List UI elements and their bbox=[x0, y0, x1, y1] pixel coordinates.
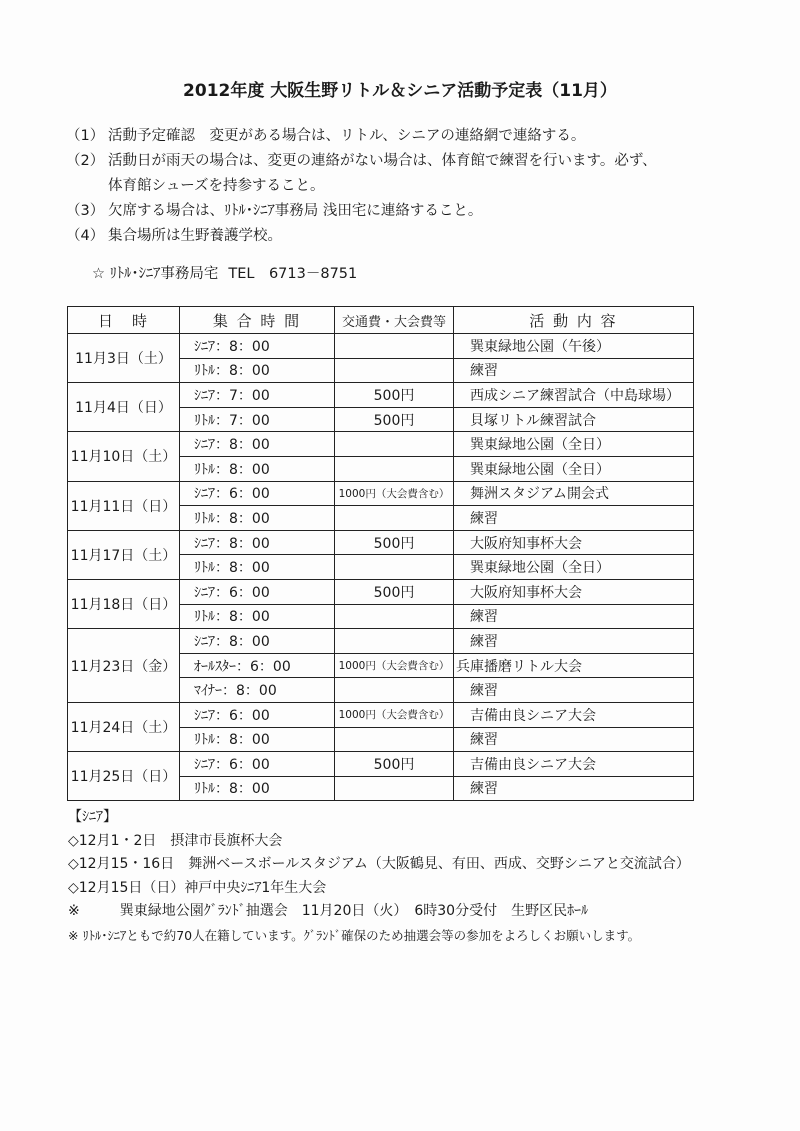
cell-fee bbox=[335, 727, 454, 752]
cell-activity: 貝塚リトル練習試合 bbox=[454, 407, 694, 432]
cell-time: ｵｰﾙｽﾀｰ：6：00 bbox=[180, 653, 335, 678]
note-text: 集合場所は生野養護学校。 bbox=[108, 228, 282, 244]
cell-activity: 練習 bbox=[454, 604, 694, 629]
cell-time: ｼﾆｱ：6：00 bbox=[180, 702, 335, 727]
cell-activity: 練習 bbox=[454, 629, 694, 654]
cell-activity: 大阪府知事杯大会 bbox=[454, 579, 694, 604]
table-row bbox=[68, 702, 694, 727]
cell-activity: 巽東緑地公園（午後） bbox=[454, 334, 694, 359]
footer bbox=[68, 806, 690, 947]
cell-fee bbox=[335, 456, 454, 481]
cell-activity: 巽東緑地公園（全日） bbox=[454, 456, 694, 481]
table-row bbox=[68, 530, 694, 555]
cell-time: ﾘﾄﾙ：8：00 bbox=[180, 776, 335, 801]
footer-event-line bbox=[68, 877, 690, 901]
cell-date: 11月11日（日） bbox=[68, 481, 180, 530]
cell-date: 11月25日（日） bbox=[68, 752, 180, 801]
event-date: ◇12月15日（日）神戸中央ｼﾆｱ1年生大会 bbox=[68, 879, 327, 896]
footer-event-line bbox=[68, 830, 690, 854]
contact-line bbox=[92, 262, 357, 283]
notes-list bbox=[66, 124, 746, 249]
schedule-body bbox=[68, 334, 694, 801]
cell-fee bbox=[335, 555, 454, 580]
note-number: （4） bbox=[66, 228, 105, 244]
cell-fee: 500円 bbox=[335, 752, 454, 777]
cell-date: 11月3日（土） bbox=[68, 334, 180, 383]
table-row bbox=[68, 481, 694, 506]
cell-date: 11月24日（土） bbox=[68, 702, 180, 751]
footer-event-line bbox=[68, 853, 690, 877]
contact-label: ☆ ﾘﾄﾙ･ｼﾆｱ事務局宅 bbox=[92, 266, 219, 282]
cell-activity: 練習 bbox=[454, 678, 694, 703]
note-text: 体育館シューズを持参すること。 bbox=[108, 178, 325, 194]
table-row bbox=[68, 752, 694, 777]
cell-fee bbox=[335, 604, 454, 629]
table-row bbox=[68, 629, 694, 654]
event-date: ◇12月15・16日 bbox=[68, 856, 175, 872]
header-date: 日 時 bbox=[68, 307, 180, 334]
cell-fee bbox=[335, 358, 454, 383]
cell-date: 11月18日（日） bbox=[68, 579, 180, 628]
cell-time: ﾘﾄﾙ：7：00 bbox=[180, 407, 335, 432]
cell-activity: 兵庫播磨リトル大会 bbox=[454, 653, 694, 678]
contact-tel: TEL 6713－8751 bbox=[228, 266, 358, 282]
cell-activity: 吉備由良シニア大会 bbox=[454, 752, 694, 777]
cell-date: 11月10日（土） bbox=[68, 432, 180, 481]
table-row bbox=[68, 579, 694, 604]
schedule-table bbox=[67, 306, 694, 801]
note-text: 欠席する場合は、ﾘﾄﾙ･ｼﾆｱ事務局 浅田宅に連絡すること。 bbox=[108, 203, 483, 219]
cell-fee: 1000円（大会費含む） bbox=[335, 702, 454, 727]
cell-fee bbox=[335, 629, 454, 654]
note-item bbox=[66, 174, 746, 199]
note-text: 活動日が雨天の場合は、変更の連絡がない場合は、体育館で練習を行います。必ず、 bbox=[108, 153, 657, 169]
lottery-text: 巽東緑地公園ｸﾞﾗﾝﾄﾞ抽選会 11月20日（火） 6時30分受付 生野区民ﾎｰﾙ bbox=[119, 903, 589, 919]
cell-time: ｼﾆｱ：8：00 bbox=[180, 432, 335, 457]
note-mark: ※ bbox=[68, 903, 80, 919]
table-row bbox=[68, 334, 694, 359]
cell-date: 11月23日（金） bbox=[68, 629, 180, 703]
cell-fee bbox=[335, 432, 454, 457]
note-number: （2） bbox=[66, 153, 105, 169]
cell-time: ﾘﾄﾙ：8：00 bbox=[180, 358, 335, 383]
note-item bbox=[66, 224, 746, 249]
event-date: ◇12月1・2日 bbox=[68, 832, 157, 849]
cell-fee: 500円 bbox=[335, 579, 454, 604]
footer-section-label: 【ｼﾆｱ】 bbox=[68, 809, 117, 825]
cell-time: ﾘﾄﾙ：8：00 bbox=[180, 604, 335, 629]
header-time: 集 合 時 間 bbox=[180, 307, 335, 334]
cell-activity: 舞洲スタジアム開会式 bbox=[454, 481, 694, 506]
cell-time: ﾘﾄﾙ：8：00 bbox=[180, 555, 335, 580]
cell-activity: 吉備由良シニア大会 bbox=[454, 702, 694, 727]
note-number: （3） bbox=[66, 203, 105, 219]
header-activity: 活 動 内 容 bbox=[454, 307, 694, 334]
cell-time: ｼﾆｱ：6：00 bbox=[180, 752, 335, 777]
cell-activity: 練習 bbox=[454, 506, 694, 531]
cell-time: ｼﾆｱ：8：00 bbox=[180, 334, 335, 359]
cell-activity: 練習 bbox=[454, 776, 694, 801]
note-item bbox=[66, 199, 746, 224]
footer-membership-line: ※ ﾘﾄﾙ･ｼﾆｱともで約70人在籍しています。ｸﾞﾗﾝﾄﾞ確保のため抽選会等の参加をよろしくお願いします。 bbox=[68, 927, 641, 943]
page-title: 2012年度 大阪生野リトル＆シニア活動予定表（11月） bbox=[183, 81, 617, 101]
cell-time: ｼﾆｱ：7：00 bbox=[180, 383, 335, 408]
cell-time: ｼﾆｱ：6：00 bbox=[180, 481, 335, 506]
footer-lottery-line bbox=[68, 900, 690, 924]
cell-activity: 巽東緑地公園（全日） bbox=[454, 432, 694, 457]
cell-date: 11月17日（土） bbox=[68, 530, 180, 579]
cell-activity: 練習 bbox=[454, 727, 694, 752]
event-name: 摂津市長旗杯大会 bbox=[170, 832, 283, 849]
cell-fee: 500円 bbox=[335, 383, 454, 408]
cell-fee: 1000円（大会費含む） bbox=[335, 653, 454, 678]
table-header-row bbox=[68, 307, 694, 334]
cell-time: ﾘﾄﾙ：8：00 bbox=[180, 506, 335, 531]
event-name: 舞洲ベースボールスタジアム（大阪鶴見、有田、西成、交野シニアと交流試合） bbox=[188, 856, 690, 872]
cell-activity: 巽東緑地公園（全日） bbox=[454, 555, 694, 580]
cell-activity: 大阪府知事杯大会 bbox=[454, 530, 694, 555]
table-row bbox=[68, 432, 694, 457]
note-item bbox=[66, 149, 746, 174]
cell-fee: 500円 bbox=[335, 530, 454, 555]
cell-time: ｼﾆｱ：8：00 bbox=[180, 530, 335, 555]
cell-fee bbox=[335, 678, 454, 703]
cell-time: ﾏｲﾅｰ：8：00 bbox=[180, 678, 335, 703]
header-fee: 交通費・大会費等 bbox=[335, 307, 454, 334]
note-text: 活動予定確認 変更がある場合は、リトル、シニアの連絡網で連絡する。 bbox=[108, 128, 586, 144]
note-number: （1） bbox=[66, 128, 105, 144]
cell-time: ﾘﾄﾙ：8：00 bbox=[180, 456, 335, 481]
cell-activity: 西成シニア練習試合（中島球場） bbox=[454, 383, 694, 408]
cell-time: ﾘﾄﾙ：8：00 bbox=[180, 727, 335, 752]
note-item bbox=[66, 124, 746, 149]
cell-activity: 練習 bbox=[454, 358, 694, 383]
cell-fee: 1000円（大会費含む） bbox=[335, 481, 454, 506]
cell-fee: 500円 bbox=[335, 407, 454, 432]
cell-fee bbox=[335, 506, 454, 531]
cell-fee bbox=[335, 776, 454, 801]
cell-date: 11月4日（日） bbox=[68, 383, 180, 432]
cell-time: ｼﾆｱ：6：00 bbox=[180, 579, 335, 604]
table-row bbox=[68, 383, 694, 408]
cell-fee bbox=[335, 334, 454, 359]
cell-time: ｼﾆｱ：8：00 bbox=[180, 629, 335, 654]
